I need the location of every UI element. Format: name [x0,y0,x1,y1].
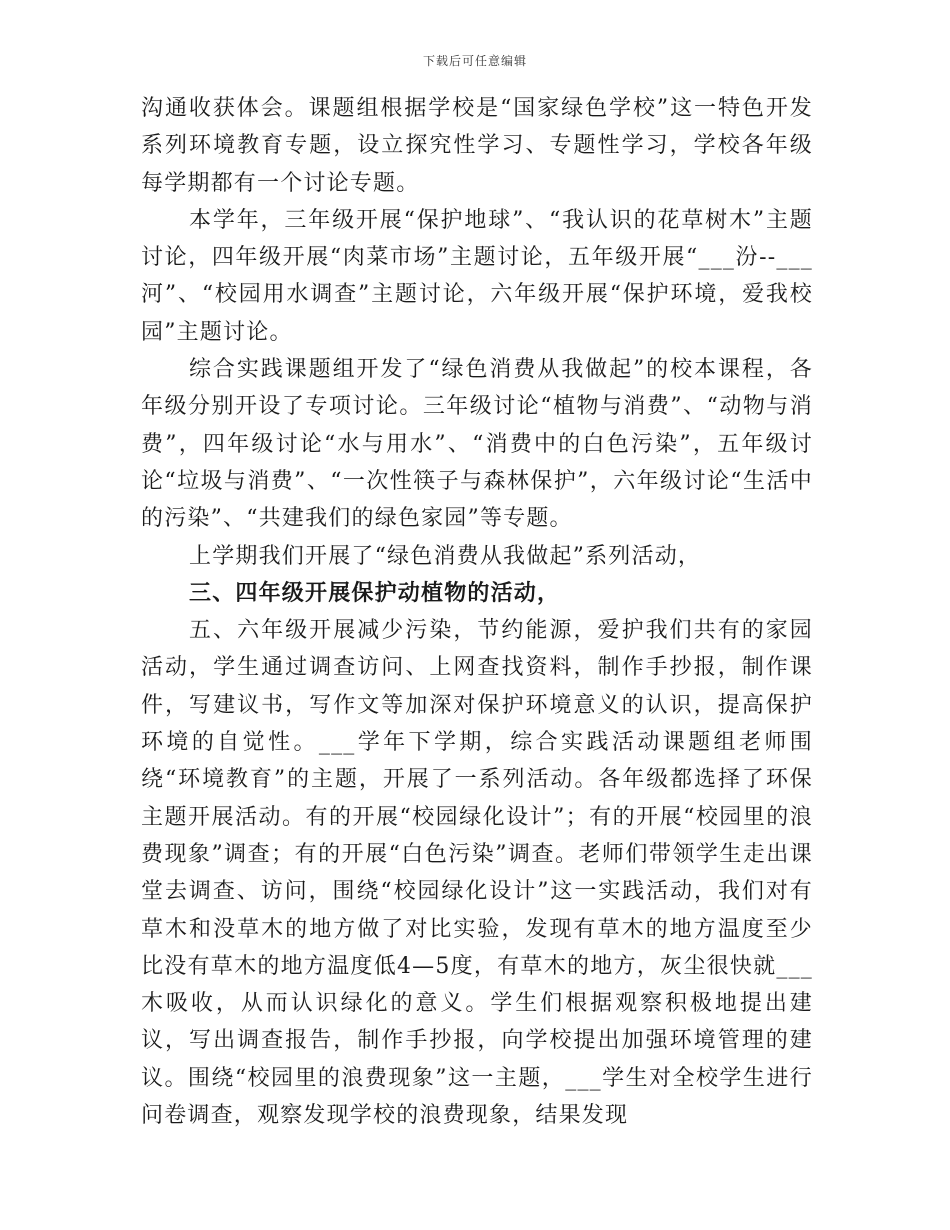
document-body [141,90,813,1134]
paragraph-2: 本学年，三年级开展“保护地球”、“我认识的花草树木”主题讨论，四年级开展“肉菜市场”主题讨论，五年级开展“___汾--___河”、“校园用水调查”主题讨论，六年级开展“保护环境，爱我校园”主题讨论。 [141,207,813,345]
paragraph-5: 五、六年级开展减少污染，节约能源，爱护我们共有的家园活动，学生通过调查访问、上网查找资料，制作手抄报，制作课件，写建议书，写作文等加深对保护环境意义的认识，提高保护环境的自觉性。___学年下学期，综合实践活动课题组老师围绕“环境教育”的主题，开展了一系列活动。各年级都选择了环保主题开展活动。有的开展“校园绿化设计”；有的开展“校园里的浪费现象”调查；有的开展“白色污染”调查。老师们带领学生走出课堂去调查、访问，围绕“校园绿化设计”这一实践活动，我们对有草木和没草木的地方做了对比实验，发现有草木的地方温度至少比没有草木的地方温度低4—5度，有草木的地方，灰尘很快就___木吸收，从而认识绿化的意义。学生们根据观察积极地提出建议，写出调查报告，制作手抄报，向学校提出加强环境管理的建议。围绕“校园里的浪费现象”这一主题，___学生对全校学生进行问卷调查，观察发现学校的浪费现象，结果发现 [141,618,813,1129]
paragraph-4: 上学期我们开展了“绿色消费从我做起”系列活动， [189,543,702,569]
paragraph-1: 沟通收获体会。课题组根据学校是“国家绿色学校”这一特色开发系列环境教育专题，设立探究性学习、专题性学习，学校各年级每学期都有一个讨论专题。 [141,96,813,196]
page-header: 下载后可任意编辑 [422,54,527,68]
section-heading: 三、四年级开展保护动植物的活动， [189,579,561,606]
paragraph-3: 综合实践课题组开发了“绿色消费从我做起”的校本课程，各年级分别开设了专项讨论。三年级讨论“植物与消费”、“动物与消费”，四年级讨论“水与用水”、“消费中的白色污染”，五年级讨论“垃圾与消费”、“一次性筷子与森林保护”，六年级讨论“生活中的污染”、“共建我们的绿色家园”等专题。 [141,357,813,532]
